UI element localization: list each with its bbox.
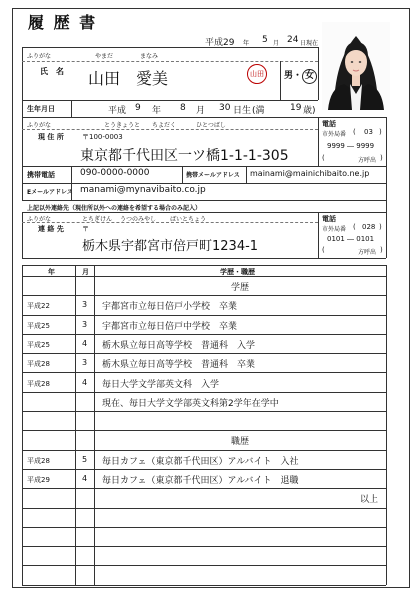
history-month: 4 <box>82 474 88 483</box>
history-row <box>22 508 386 528</box>
history-row <box>22 469 386 489</box>
email-value: manami@mynavibaito.co.jp <box>80 185 206 195</box>
history-row <box>22 334 386 354</box>
contact-label: 連 絡 先 <box>38 225 64 233</box>
history-month: 3 <box>82 358 88 368</box>
address-kana-1: とうきょうと <box>104 122 141 129</box>
history-year: 平成28 <box>27 456 50 465</box>
history-year: 平成28 <box>27 379 50 388</box>
contact-note: 上記以外連絡先（現住所以外への連絡を希望する場合のみ記入） <box>27 205 202 212</box>
history-row <box>22 411 386 431</box>
address-postal: 〒100-0003 <box>82 133 123 141</box>
address-call-open: ( <box>322 154 325 162</box>
dob-era: 平成 <box>108 106 127 116</box>
history-row <box>22 546 386 566</box>
address-call-label: 方呼出 <box>358 157 377 164</box>
applicant-photo <box>322 22 390 110</box>
gender-female-selected[interactable]: 女 <box>302 69 317 84</box>
applicant-name: 山田 愛美 <box>88 69 169 88</box>
history-year: 平成29 <box>27 476 50 484</box>
mobile-mail: mainami@mainichibaito.ne.jp <box>250 169 370 178</box>
history-row <box>22 527 386 547</box>
document-title: 履 歴 書 <box>28 13 98 32</box>
contact-postal: 〒 <box>82 225 89 233</box>
history-entry-text: 宇都宮市立毎日倍戸小学校 卒業 <box>102 302 238 313</box>
history-year: 平成25 <box>27 340 50 349</box>
history-entry-text: 栃木県立毎日高等学校 普通科 入学 <box>102 340 256 351</box>
name-kana-sei: やまだ <box>95 53 114 60</box>
history-entry-text: 毎日カフェ（東京都千代田区）アルバイト 入社 <box>102 456 299 467</box>
address-label: 現 住 所 <box>38 133 64 141</box>
address-area-code: 03 <box>364 128 373 136</box>
age-close: 歳) <box>303 106 316 116</box>
contact-area-close: ) <box>379 223 382 231</box>
history-year: 平成22 <box>27 302 50 311</box>
date-era: 平成29 <box>205 38 235 48</box>
history-year: 平成25 <box>27 321 50 330</box>
history-col-month: 月 <box>82 268 89 276</box>
history-section-heading: 職歴 <box>230 437 249 448</box>
history-month: 3 <box>82 319 88 329</box>
gender-selector[interactable] <box>284 68 317 84</box>
address-area-code-label: 市外局番 <box>322 131 347 138</box>
mobile-mail-label: 携帯メールアドレス <box>186 172 240 179</box>
history-row <box>22 488 386 508</box>
name-furigana-label: ふりがな <box>27 53 52 60</box>
email-label: Eメールアドレス <box>27 189 73 196</box>
date-day-unit: 日現在 <box>300 40 319 47</box>
age-open: (満 <box>252 106 265 116</box>
contact-phone-label: 電話 <box>322 215 336 223</box>
history-row <box>22 373 386 393</box>
history-month: 3 <box>82 300 88 310</box>
contact-furigana-label: ふりがな <box>27 216 52 223</box>
history-entry-text: 毎日大学文学部英文科 入学 <box>102 379 220 390</box>
history-row-divider <box>22 585 386 586</box>
dob-month-unit: 月 <box>196 106 206 116</box>
contact-text: 栃木県宇都宮市倍戸町1234-1 <box>82 239 259 254</box>
dob-year-unit: 年 <box>152 106 162 116</box>
dob-month: 8 <box>180 103 186 113</box>
history-row <box>22 450 386 470</box>
address-text: 東京都千代田区一ツ橋1-1-1-305 <box>80 148 289 164</box>
history-month: 5 <box>82 454 88 464</box>
address-call-close: ) <box>380 154 383 162</box>
history-entry-text: 宇都宮市立毎日倍戸中学校 卒業 <box>102 321 238 332</box>
date-day: 24 <box>287 35 299 45</box>
dob-day: 30 <box>219 103 231 113</box>
address-phone-number: 9999 ― 9999 <box>327 142 375 150</box>
history-row <box>22 430 386 450</box>
contact-call-close: ) <box>380 246 383 254</box>
dob-day-unit: 日生 <box>233 106 252 116</box>
contact-call-label: 方呼出 <box>358 249 377 256</box>
address-kana-3: ひとつばし <box>196 122 226 129</box>
history-month: 4 <box>82 377 88 387</box>
seal-stamp: 山田 <box>247 64 267 84</box>
history-row <box>22 566 386 586</box>
name-kana-mei: まなみ <box>140 53 159 60</box>
contact-kana-3: ばいとちょう <box>170 216 207 223</box>
address-area-close: ) <box>379 128 382 136</box>
history-col-title: 学歴・職歴 <box>220 268 255 276</box>
date-year-unit: 年 <box>243 40 250 47</box>
history-entry-text: 現在、毎日大学文学部英文科第2学年在学中 <box>102 398 279 409</box>
history-row <box>22 276 386 296</box>
history-entry-text: 栃木県立毎日高等学校 普通科 卒業 <box>102 360 256 371</box>
history-row <box>22 392 386 412</box>
contact-phone-number: 0101 ― 0101 <box>327 235 375 243</box>
address-area-open: ( <box>353 128 356 136</box>
history-row <box>22 295 386 315</box>
mobile-label: 携帯電話 <box>27 171 55 179</box>
contact-area-code-label: 市外局番 <box>322 226 347 233</box>
mobile-number: 090-0000-0000 <box>80 168 150 178</box>
dob-label: 生年月日 <box>27 105 55 113</box>
gender-separator: ・ <box>293 71 303 81</box>
address-kana-2: ちよだく <box>152 122 177 129</box>
history-section-heading: 学歴 <box>230 283 249 293</box>
contact-area-code: 028 <box>362 223 376 231</box>
history-col-year: 年 <box>48 268 55 276</box>
address-furigana-label: ふりがな <box>27 122 52 129</box>
address-phone-label: 電話 <box>322 120 336 128</box>
date-month-unit: 月 <box>273 40 280 47</box>
history-end-marker: 以上 <box>359 495 378 506</box>
contact-kana-1: とちぎけん <box>82 216 113 223</box>
name-label: 氏 名 <box>40 67 64 76</box>
gender-male[interactable]: 男 <box>284 71 294 81</box>
history-row <box>22 353 386 373</box>
history-month: 4 <box>82 338 88 348</box>
contact-call-open: ( <box>322 246 325 254</box>
date-month: 5 <box>262 35 268 45</box>
history-row <box>22 315 386 335</box>
contact-area-open: ( <box>353 223 356 231</box>
history-entry-text: 毎日カフェ（東京都千代田区）アルバイト 退職 <box>102 476 299 486</box>
contact-kana-2: うつのみやし <box>120 216 157 223</box>
history-year: 平成28 <box>27 360 50 369</box>
dob-year: 9 <box>135 103 141 113</box>
age-value: 19 <box>290 103 302 113</box>
